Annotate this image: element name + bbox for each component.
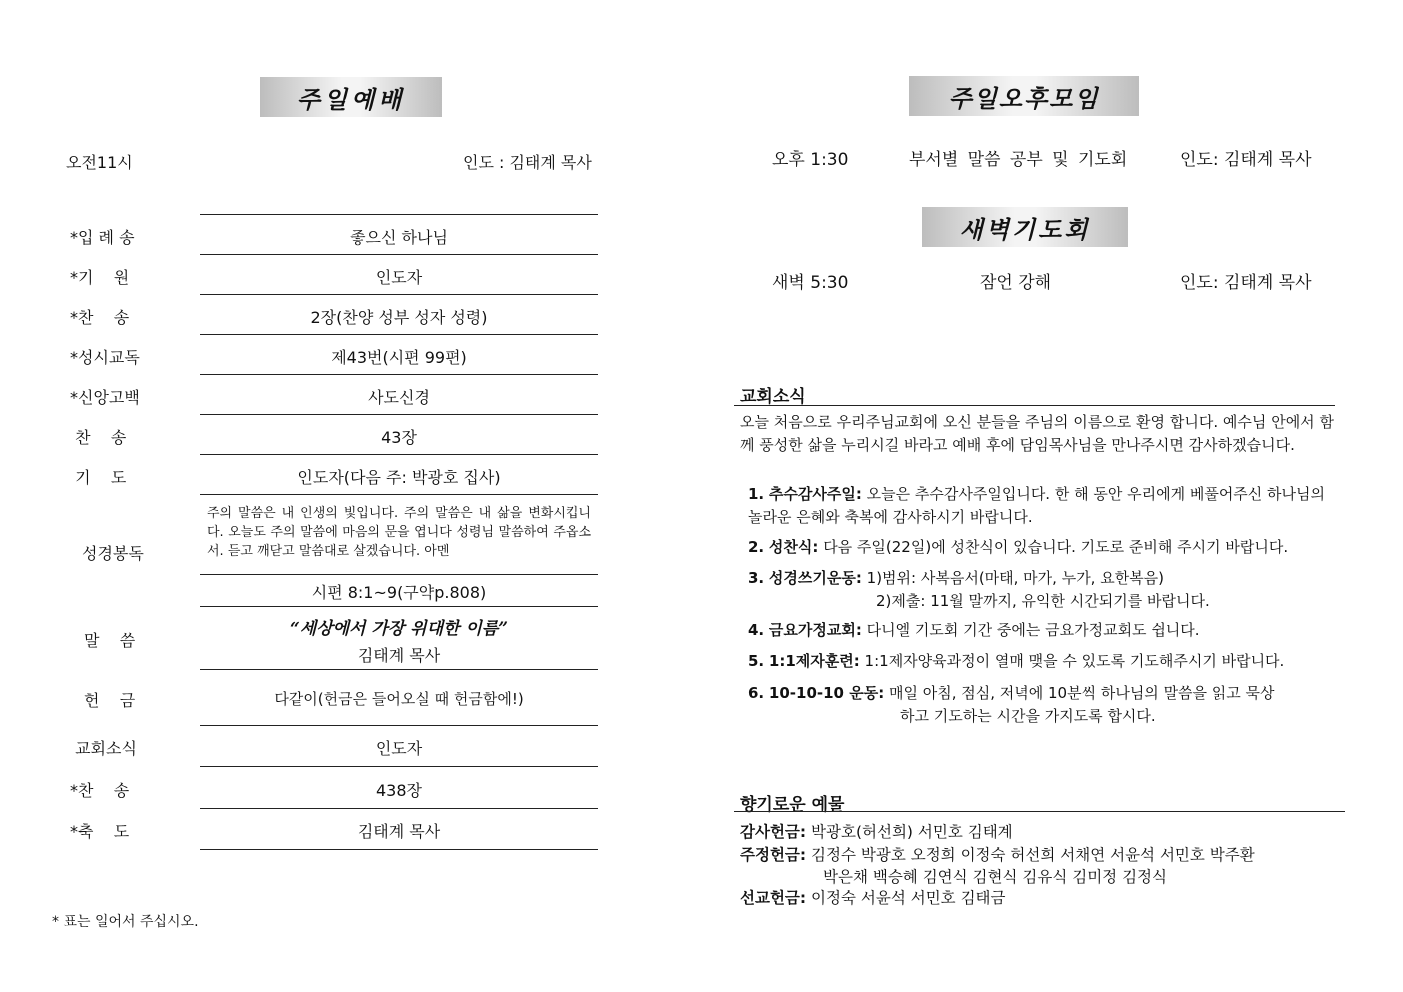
offering-head: 주정헌금: bbox=[740, 846, 807, 864]
dawn-time: 새벽 5:30 bbox=[772, 273, 849, 293]
news-item-text: 1:1제자양육과정이 열매 맺을 수 있도록 기도해주시기 바랍니다. bbox=[864, 652, 1285, 670]
offering-names: 김정수 박광호 오정희 이정숙 허선희 서채연 서윤석 서민호 박주환 bbox=[811, 846, 1255, 864]
afternoon-activity: 부서별 말씀 공부 및 기도회 bbox=[909, 150, 1128, 170]
order-label: 기 도 bbox=[70, 468, 127, 487]
order-value: 2장(찬양 성부 성자 성령) bbox=[310, 308, 488, 327]
news-item-text: 다음 주일(22일)에 성찬식이 있습니다. 기도로 준비해 주시기 바랍니다. bbox=[823, 538, 1289, 556]
order-line bbox=[200, 334, 598, 335]
worship-title-banner bbox=[260, 77, 442, 117]
order-line bbox=[200, 254, 598, 255]
order-line bbox=[200, 606, 598, 607]
news-item bbox=[748, 682, 1338, 728]
order-value: 제43번(시편 99편) bbox=[331, 348, 467, 367]
news-item-head: 1:1제자훈련: bbox=[768, 652, 860, 670]
offering-head: 선교헌금: bbox=[740, 889, 807, 907]
news-item-head: 10-10-10 운동: bbox=[768, 684, 885, 702]
sermon-title: “세상에서 가장 위대한 이름” bbox=[290, 619, 508, 639]
news-rule bbox=[734, 405, 1335, 406]
scripture-label: 성경봉독 bbox=[82, 544, 144, 563]
offerings-title: 향기로운 예물 bbox=[740, 795, 845, 815]
news-item-head: 추수감사주일: bbox=[768, 485, 862, 503]
news-item-text: 매일 아침, 점심, 저녁에 10분씩 하나님의 말씀을 읽고 묵상 bbox=[888, 684, 1275, 702]
scripture-prayer: 주의 말씀은 내 인생의 빛입니다. 주의 말씀은 내 삶을 변화시킵니다. 오늘도 주의 말씀에 마음의 문을 엽니다 성령님 말씀하여 주옵소서. 듣고 깨닫고 말씀대로 살겠습니다. 아멘 bbox=[207, 506, 591, 559]
order-label: *찬 송 bbox=[70, 781, 130, 800]
news-item-text: 다니엘 기도회 기간 중에는 금요가정교회도 쉽니다. bbox=[866, 621, 1200, 639]
news-item bbox=[748, 650, 1338, 673]
sermon-label: 말 씀 bbox=[84, 631, 136, 650]
offering-value: 다같이(헌금은 들어오실 때 헌금함에!) bbox=[274, 690, 524, 708]
offering-head: 감사헌금: bbox=[740, 823, 807, 841]
order-line bbox=[200, 374, 598, 375]
order-line bbox=[200, 454, 598, 455]
dawn-leader: 인도: 김태계 목사 bbox=[1180, 273, 1312, 293]
order-line bbox=[200, 214, 598, 215]
news-item-num: 6. bbox=[748, 684, 765, 702]
news-item-num: 4. bbox=[748, 621, 765, 639]
order-label: *입 례 송 bbox=[70, 228, 135, 247]
order-line bbox=[200, 849, 598, 850]
offering-names: 이정숙 서윤석 서민호 김태금 bbox=[811, 889, 1006, 907]
dawn-title: 새벽기도회 bbox=[959, 214, 1091, 244]
afternoon-title-banner bbox=[909, 76, 1139, 116]
order-line bbox=[200, 766, 598, 767]
afternoon-title: 주일오후모임 bbox=[948, 83, 1100, 113]
order-label: 찬 송 bbox=[70, 428, 127, 447]
offerings-rule bbox=[734, 811, 1345, 812]
order-label: *신앙고백 bbox=[70, 388, 140, 407]
order-line bbox=[200, 808, 598, 809]
order-line bbox=[200, 574, 598, 575]
news-item bbox=[748, 619, 1338, 642]
news-title: 교회소식 bbox=[740, 387, 806, 407]
order-line bbox=[200, 414, 598, 415]
afternoon-leader: 인도: 김태계 목사 bbox=[1180, 150, 1312, 170]
news-item-head: 성찬식: bbox=[768, 538, 819, 556]
news-item bbox=[748, 567, 1338, 613]
order-line bbox=[200, 725, 598, 726]
order-value: 438장 bbox=[376, 781, 422, 800]
offering-row bbox=[740, 821, 1013, 843]
dawn-title-banner bbox=[922, 207, 1128, 247]
news-intro: 오늘 처음으로 우리주님교회에 오신 분들을 주님의 이름으로 환영 합니다. 예수님 안에서 함께 풍성한 삶을 누리시길 바라고 예배 후에 담임목사님을 만나주시면 감사하겠습니다. bbox=[740, 413, 1334, 454]
order-value: 좋으신 하나님 bbox=[350, 228, 448, 247]
order-value: 43장 bbox=[381, 428, 417, 447]
news-item-num: 3. bbox=[748, 569, 765, 587]
news-item-num: 2. bbox=[748, 538, 765, 556]
order-value: 사도신경 bbox=[368, 388, 430, 407]
order-label: *성시교독 bbox=[70, 348, 140, 367]
afternoon-time: 오후 1:30 bbox=[772, 150, 849, 170]
order-label: *축 도 bbox=[70, 822, 130, 841]
news-item-text: 1)범위: 사복음서(마태, 마가, 누가, 요한복음) bbox=[866, 569, 1165, 587]
scripture-reference: 시편 8:1~9(구약p.808) bbox=[311, 583, 487, 602]
offering-row bbox=[740, 844, 1255, 888]
order-line bbox=[200, 294, 598, 295]
order-line bbox=[200, 669, 598, 670]
order-line bbox=[200, 494, 598, 495]
offering-label: 헌 금 bbox=[84, 691, 136, 710]
sermon-preacher: 김태계 목사 bbox=[357, 646, 441, 665]
news-item-text-2: 2)제출: 11월 말까지, 유익한 시간되기를 바랍니다. bbox=[876, 592, 1210, 610]
news-item bbox=[748, 536, 1338, 559]
news-item-num: 1. bbox=[748, 485, 765, 503]
dawn-activity: 잠언 강해 bbox=[980, 273, 1052, 293]
offering-names: 박광호(허선희) 서민호 김태계 bbox=[811, 823, 1013, 841]
order-value: 인도자 bbox=[375, 268, 423, 287]
worship-time: 오전11시 bbox=[66, 153, 133, 172]
news-item-text: 오늘은 추수감사주일입니다. 한 해 동안 우리에게 베풀어주신 하나님의 놀라운 은혜와 축복에 감사하시기 바랍니다. bbox=[748, 485, 1326, 526]
order-label: *찬 송 bbox=[70, 308, 130, 327]
order-value: 인도자(다음 주: 박광호 집사) bbox=[297, 468, 501, 487]
news-item-head: 성경쓰기운동: bbox=[768, 569, 862, 587]
offering-row bbox=[740, 887, 1006, 909]
offering-names-2: 박은채 백승혜 김연식 김현식 김유식 김미정 김정식 bbox=[823, 868, 1167, 886]
worship-title: 주일예배 bbox=[296, 84, 406, 114]
news-item-text-2: 하고 기도하는 시간을 가지도록 합시다. bbox=[900, 707, 1156, 725]
order-value: 김태계 목사 bbox=[357, 822, 441, 841]
order-label: *기 원 bbox=[70, 268, 130, 287]
standing-footnote: * 표는 일어서 주십시오. bbox=[52, 914, 199, 930]
news-item bbox=[748, 483, 1338, 529]
news-item-num: 5. bbox=[748, 652, 765, 670]
order-value: 인도자 bbox=[375, 739, 423, 758]
news-item-head: 금요가정교회: bbox=[768, 621, 862, 639]
order-label: 교회소식 bbox=[70, 739, 137, 758]
worship-leader: 인도 : 김태계 목사 bbox=[463, 153, 592, 172]
